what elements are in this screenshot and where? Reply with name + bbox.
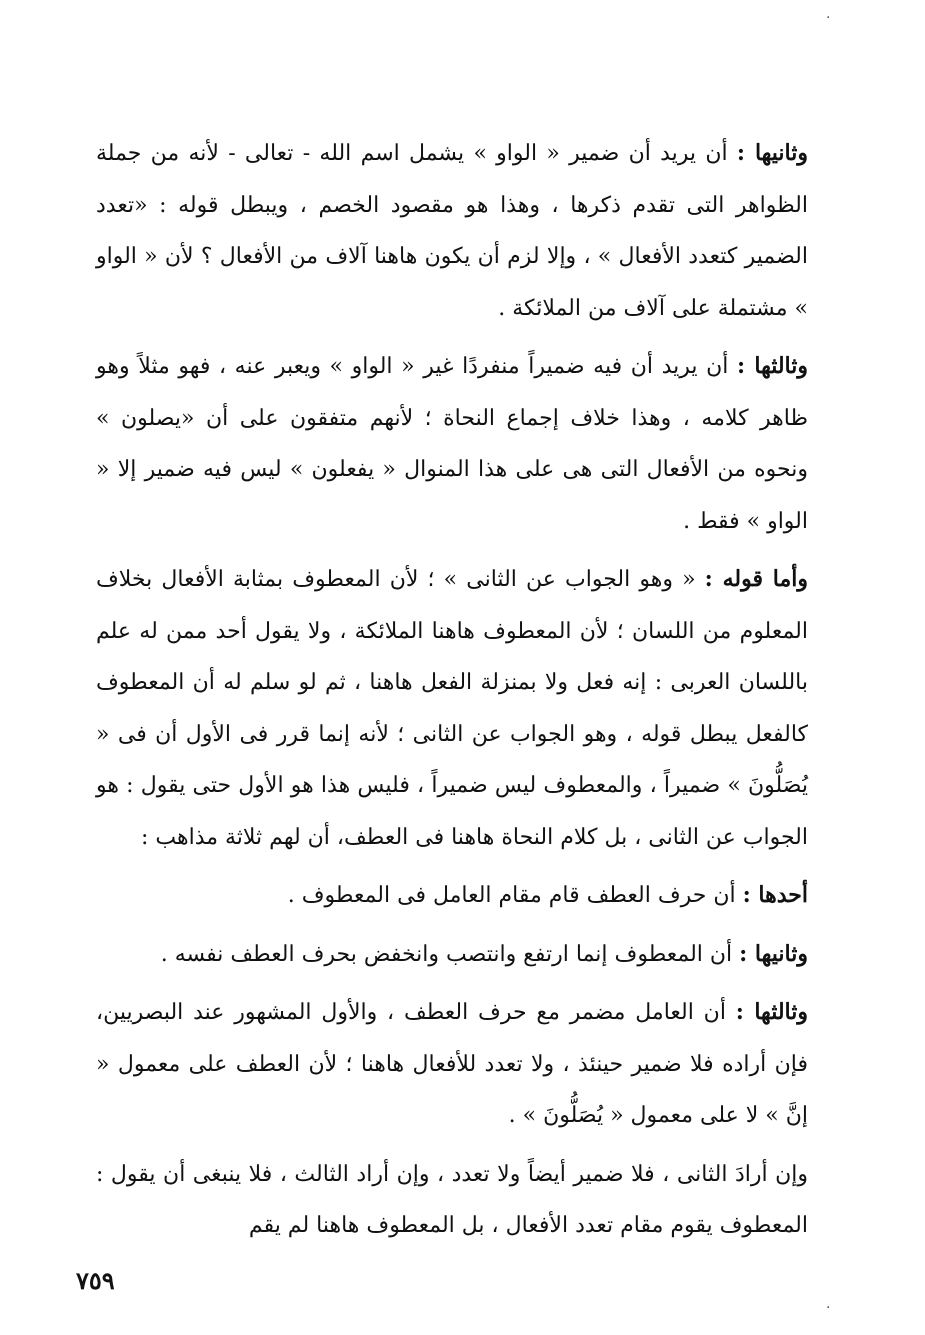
paragraph-text: أن يريد أن ضمير « الواو » يشمل اسم الله - تعالى - لأنه من جملة الظواهر التى تقدم ذكرها ، وهذا هو مقصود الخصم ، ويبطل قوله : «تعدد الضمير كتعدد الأفعال » ، وإلا لزم أن يكون هاهنا آلاف من الأفعال ؟ لأن « الواو » مشتملة على آلاف من الملائكة . — [96, 141, 808, 321]
paragraph-text: « وهو الجواب عن الثانى » ؛ لأن المعطوف بمثابة الأفعال بخلاف المعلوم من اللسان ؛ لأن المعطوف هاهنا الملائكة ، ولا يقول أحد ممن له علم باللسان العربى : إنه فعل ولا بمنزلة الفعل هاهنا ، ثم لو سلم له أن المعطوف كالفعل يبطل قوله ، وهو الجواب عن الثانى ؛ لأنه إنما قرر فى الأول أن فى « يُصَلُّونَ » ضميراً ، والمعطوف ليس ضميراً ، فليس هذا هو الأول حتى يقول : هو الجواب عن الثانى ، بل كلام النحاة هاهنا فى العطف، أن لهم ثلاثة مذاهب : — [96, 567, 808, 850]
body-text — [96, 128, 808, 1259]
paragraph — [96, 987, 808, 1142]
paragraph-text: أن يريد أن فيه ضميراً منفردًا غير « الواو » ويعبر عنه ، فهو مثلاً وهو ظاهر كلامه ، وهذا خلاف إجماع النحاة ؛ لأنهم متفقون على أن «يصلون » ونحوه من الأفعال التى هى على هذا المنوال « يفعلون » ليس فيه ضمير إلا « الواو » فقط . — [96, 354, 809, 534]
paragraph-text: وإن أرادَ الثانى ، فلا ضمير أيضاً ولا تعدد ، وإن أراد الثالث ، فلا ينبغى أن يقول : المعطوف يقوم مقام تعدد الأفعال ، بل المعطوف هاهنا لم يقم — [96, 1161, 808, 1238]
paragraph — [96, 870, 808, 922]
paragraph — [96, 554, 808, 863]
paragraph-lead: وثالثها : — [736, 353, 809, 379]
paragraph-lead: أحدها : — [742, 882, 808, 908]
paragraph-text: أن العامل مضمر مع حرف العطف ، والأول المشهور عند البصريين، فإن أراده فلا ضمير حينئذ ، ولا تعدد للأفعال هاهنا ؛ لأن العطف على معمول « إنَّ » لا على معمول « يُصَلُّونَ » . — [96, 1000, 808, 1128]
paragraph-text: أن حرف العطف قام مقام العامل فى المعطوف . — [287, 883, 743, 908]
paragraph-lead: وثانيها : — [736, 140, 808, 166]
paragraph — [96, 929, 808, 981]
paragraph — [96, 128, 808, 334]
scan-mark: · — [826, 10, 831, 26]
paragraph-lead: وثالثها : — [735, 999, 808, 1025]
scan-mark: · — [826, 1300, 831, 1316]
paragraph — [96, 1149, 808, 1252]
paragraph-lead: وثانيها : — [739, 940, 808, 967]
paragraph-text: أن المعطوف إنما ارتفع وانتصب وانخفض بحرف العطف نفسه . — [160, 941, 740, 967]
paragraph — [96, 341, 808, 547]
paragraph-lead: وأما قوله : — [704, 566, 808, 592]
page-number: ٧٥٩ — [76, 1266, 115, 1295]
